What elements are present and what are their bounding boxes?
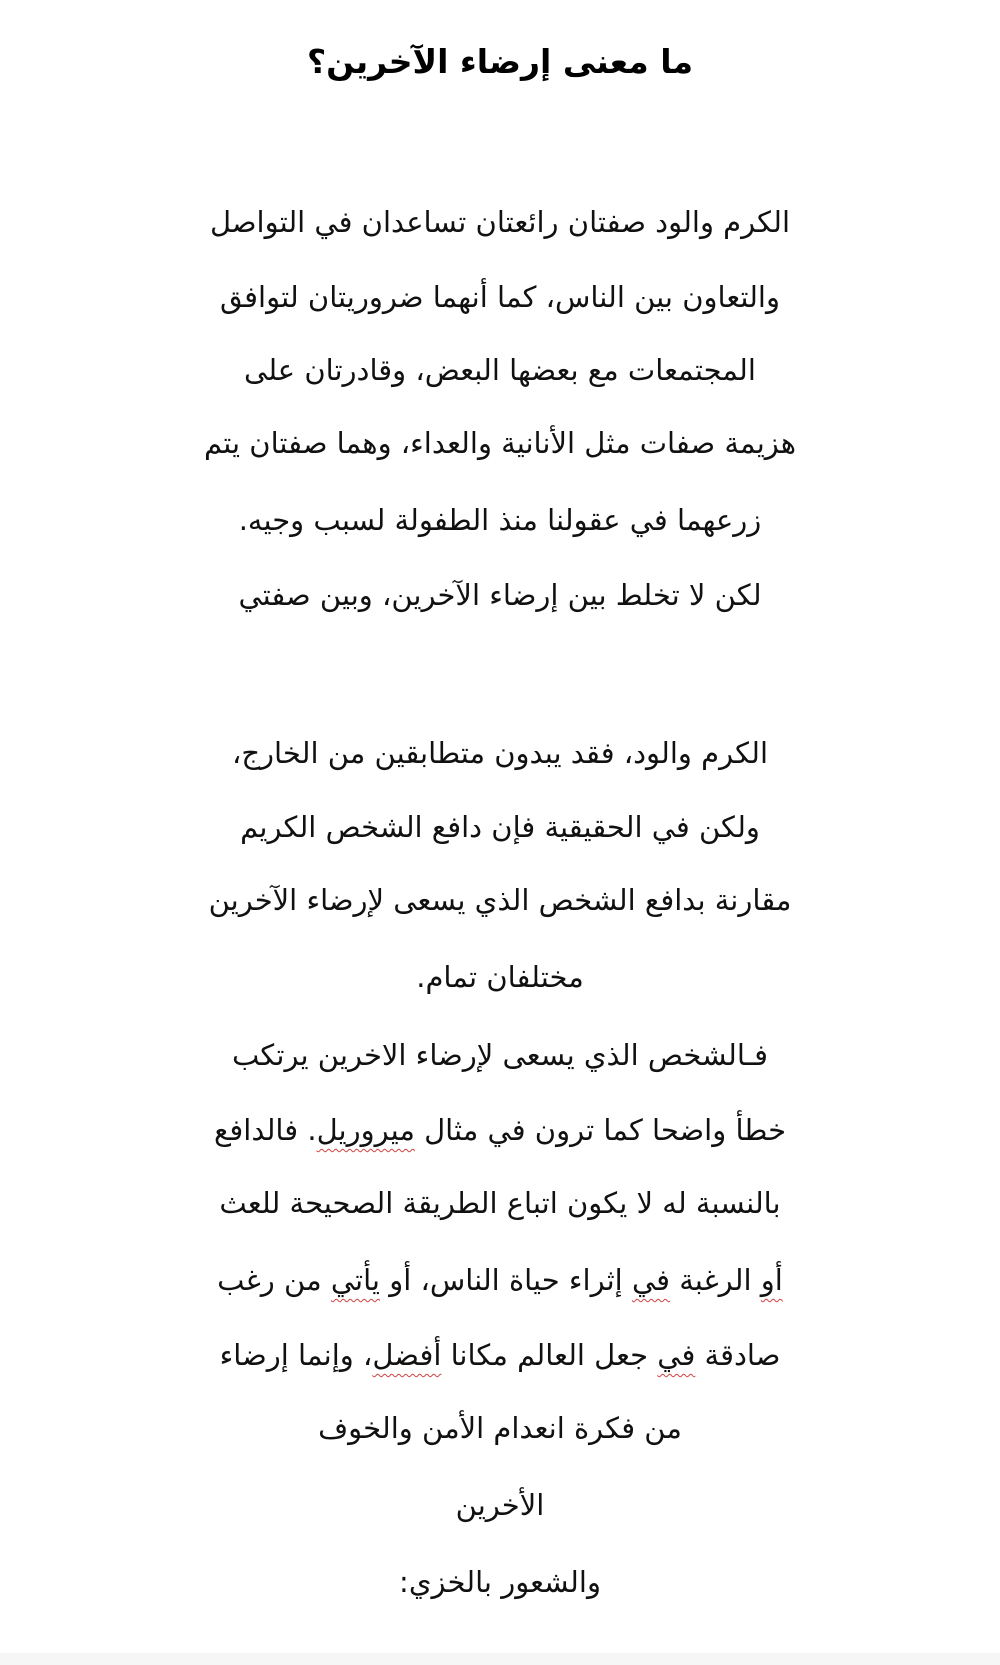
paragraph-line: الأخرين [455, 1488, 545, 1522]
paragraph-line: مقارنة بدافع الشخص الذي يسعى لإرضاء الآخرين [208, 883, 792, 917]
paragraph-line: فـالشخص الذي يسعى لإرضاء الاخرين يرتكب [231, 1038, 769, 1072]
paragraph-line: مختلفان تمام. [416, 960, 584, 994]
paragraph-line: من فكرة انعدام الأمن والخوف [318, 1411, 682, 1445]
paragraph-line: والشعور بالخزي: [399, 1565, 601, 1599]
spellcheck-flagged-word[interactable]: أفضل [372, 1338, 442, 1372]
spellcheck-flagged-word[interactable]: في [657, 1338, 696, 1372]
paragraph-line [0, 1330, 1000, 1380]
spellcheck-flagged-word[interactable]: أو [760, 1263, 783, 1297]
spellcheck-flagged-word[interactable]: ميروريل [316, 1113, 415, 1147]
line-text: صادقة [695, 1338, 781, 1372]
spellcheck-flagged-word[interactable]: يأتي [330, 1263, 380, 1297]
paragraph-line [0, 1255, 1000, 1305]
document-title: ما معنى إرضاء الآخرين؟ [306, 42, 694, 81]
paragraph-line: لكن لا تخلط بين إرضاء الآخرين، وبين صفتي [238, 578, 762, 612]
line-text: خطأ واضحا كما ترون في مثال [414, 1113, 786, 1147]
paragraph-line: ولكن في الحقيقية فإن دافع الشخص الكريم [240, 810, 760, 844]
paragraph-line: بالنسبة له لا يكون اتباع الطريقة الصحيحة للعث [219, 1186, 781, 1220]
paragraph-line: زرعهما في عقولنا منذ الطفولة لسبب وجيه. [238, 503, 762, 537]
paragraph-line: هزيمة صفات مثل الأنانية والعداء، وهما صفتان يتم [203, 426, 797, 460]
line-text: الرغبة [669, 1263, 761, 1297]
spellcheck-flagged-word[interactable]: في [631, 1263, 670, 1297]
page-bottom-edge [0, 1653, 1000, 1665]
paragraph-line: الكرم والود، فقد يبدون متطابقين من الخارج، [231, 736, 769, 770]
line-text: جعل العالم مكانا [441, 1338, 658, 1372]
line-text: . فالدافع [214, 1113, 317, 1147]
paragraph-line: والتعاون بين الناس، كما أنهما ضروريتان لتوافق [220, 280, 780, 314]
line-text: ، وإنما إرضاء [219, 1338, 373, 1372]
line-text: من رغب [217, 1263, 331, 1297]
paragraph-line [0, 1105, 1000, 1155]
paragraph-line: الكرم والود صفتان رائعتان تساعدان في التواصل [209, 205, 791, 239]
line-text: إثراء حياة الناس، أو [380, 1263, 632, 1297]
paragraph-line: المجتمعات مع بعضها البعض، وقادرتان على [244, 353, 756, 387]
